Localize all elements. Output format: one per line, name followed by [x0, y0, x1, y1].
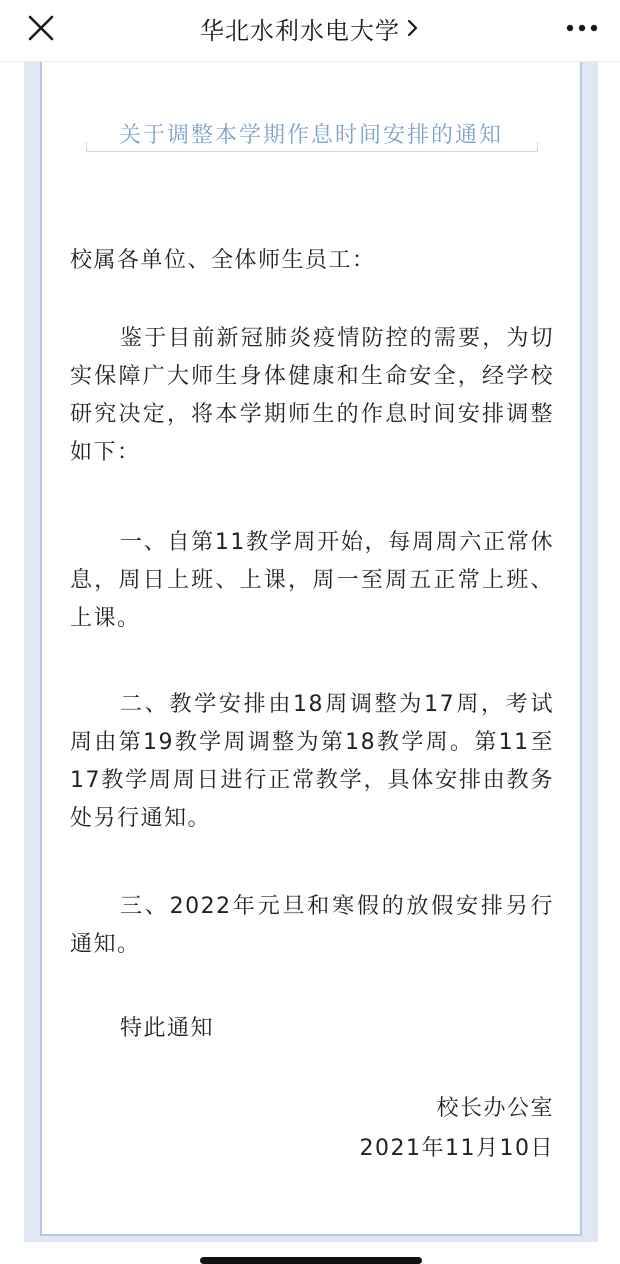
signature-office: 校长办公室	[436, 1096, 554, 1121]
more-dots-icon[interactable]	[564, 18, 600, 38]
account-name: 华北水利水电大学	[200, 16, 400, 45]
paragraph-item-1: 一、自第11教学周开始，每周周六正常休息，周日上班、上课，周一至周五正常上班、上课。	[70, 530, 554, 631]
title-underline-decoration	[86, 142, 538, 152]
chevron-right-icon	[406, 17, 420, 39]
paragraph-item-2: 二、教学安排由18周调整为17周，考试周由第19教学周调整为第18教学周。第11至17教学周周日进行正常教学，具体安排由教务处另行通知。	[70, 692, 554, 831]
home-indicator[interactable]	[200, 1257, 422, 1264]
close-icon[interactable]	[24, 11, 58, 45]
article-frame	[40, 62, 582, 1236]
navigation-bar	[0, 0, 620, 62]
paragraph-intro: 鉴于目前新冠肺炎疫情防控的需要，为切实保障广大师生身体健康和生命安全，经学校研究决定，将本学期师生的作息时间安排调整如下：	[70, 326, 554, 465]
closing-phrase: 特此通知	[120, 1016, 215, 1041]
notice-title: 关于调整本学期作息时间安排的通知	[118, 123, 503, 148]
paragraph-item-3: 三、2022年元旦和寒假的放假安排另行通知。	[70, 894, 554, 957]
account-name-link[interactable]	[200, 11, 420, 46]
greeting: 校属各单位、全体师生员工：	[70, 248, 376, 273]
signature-date: 2021年11月10日	[359, 1136, 554, 1161]
